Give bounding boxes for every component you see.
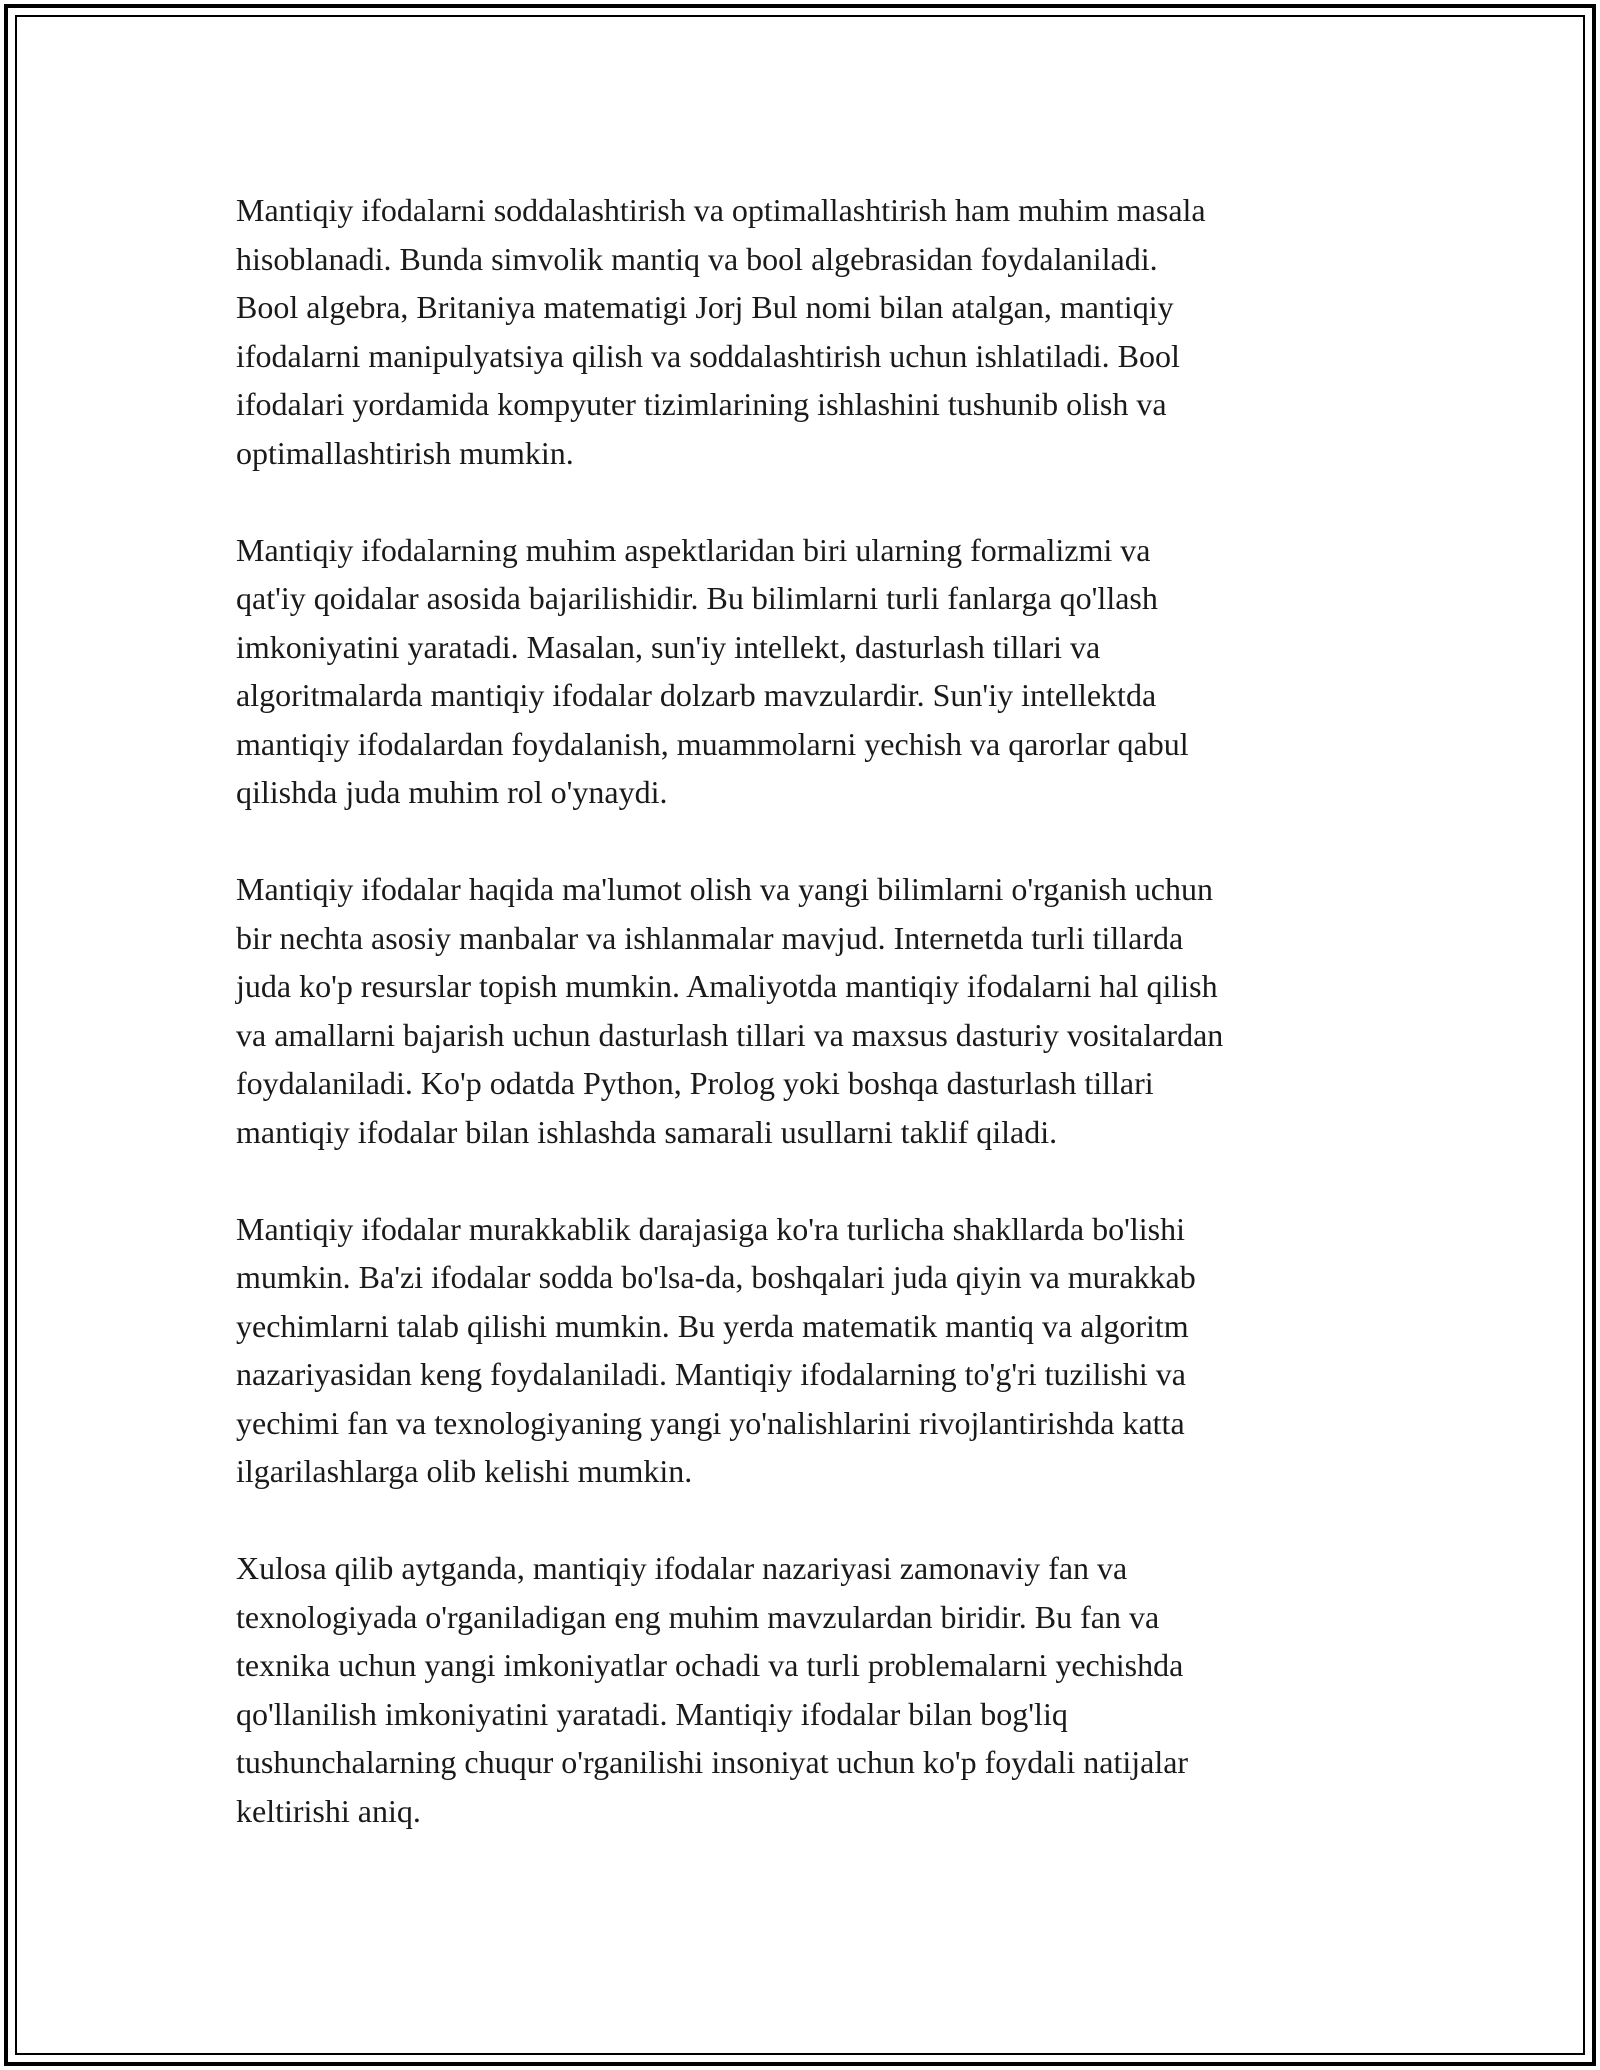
paragraph-5-line-4: qo'llanilish imkoniyatini yaratadi. Mantiqiy ifodalar bilan bog'liq bbox=[236, 1695, 1068, 1732]
paragraph-2-line-6: qilishda juda muhim rol o'ynaydi. bbox=[236, 774, 668, 810]
paragraph-1 bbox=[236, 186, 1386, 477]
paragraph-5-line-2: texnologiyada o'rganiladigan eng muhim mavzulardan biridir. Bu fan va bbox=[236, 1598, 1160, 1635]
paragraph-2-line-3: imkoniyatini yaratadi. Masalan, sun'iy intellekt, dasturlash tillari va bbox=[236, 628, 1101, 665]
paragraph-2-line-2: qat'iy qoidalar asosida bajarilishidir. Bu bilimlarni turli fanlarga qo'llash bbox=[236, 580, 1158, 616]
paragraph-4 bbox=[236, 1205, 1386, 1496]
paragraph-2-line-5: mantiqiy ifodalardan foydalanish, muammolarni yechish va qarorlar qabul bbox=[236, 725, 1189, 762]
paragraph-2 bbox=[236, 526, 1386, 817]
paragraph-3-line-5: foydalaniladi. Ko'p odatda Python, Prolog yoki boshqa dasturlash tillari bbox=[236, 1065, 1154, 1101]
paragraph-5 bbox=[236, 1544, 1386, 1835]
paragraph-3-line-4: va amallarni bajarish uchun dasturlash tillari va maxsus dasturiy vositalardan bbox=[236, 1016, 1224, 1053]
paragraph-1-line-3: Bool algebra, Britaniya matematigi Jorj Bul nomi bilan atalgan, mantiqiy bbox=[236, 289, 1174, 325]
paragraph-4-line-5: yechimi fan va texnologiyaning yangi yo'nalishlarini rivojlantirishda katta bbox=[236, 1404, 1185, 1441]
paragraph-4-line-4: nazariyasidan keng foydalaniladi. Mantiqiy ifodalarning to'g'ri tuzilishi va bbox=[236, 1356, 1186, 1392]
paragraph-5-line-5: tushunchalarning chuqur o'rganilishi insoniyat uchun ko'p foydali natijalar bbox=[236, 1744, 1189, 1780]
paragraph-1-line-5: ifodalari yordamida kompyuter tizimlarining ishlashini tushunib olish va bbox=[236, 386, 1167, 422]
paragraph-3 bbox=[236, 865, 1386, 1156]
paragraph-3-line-6: mantiqiy ifodalar bilan ishlashda samarali usullarni taklif qiladi. bbox=[236, 1113, 1058, 1150]
paragraph-1-line-2: hisoblanadi. Bunda simvolik mantiq va bool algebrasidan foydalaniladi. bbox=[236, 240, 1158, 277]
paragraph-1-line-1: Mantiqiy ifodalarni soddalashtirish va optimallashtirish ham muhim masala bbox=[236, 192, 1206, 228]
paragraph-2-line-1: Mantiqiy ifodalarning muhim aspektlaridan biri ularning formalizmi va bbox=[236, 531, 1151, 568]
paragraph-4-line-2: mumkin. Ba'zi ifodalar sodda bo'lsa-da, boshqalari juda qiyin va murakkab bbox=[236, 1259, 1196, 1295]
paragraph-4-line-1: Mantiqiy ifodalar murakkablik darajasiga ko'ra turlicha shakllarda bo'lishi bbox=[236, 1210, 1186, 1247]
paragraph-3-line-2: bir nechta asosiy manbalar va ishlanmalar mavjud. Internetda turli tillarda bbox=[236, 919, 1184, 956]
paragraph-3-line-3: juda ko'p resurslar topish mumkin. Amaliyotda mantiqiy ifodalarni hal qilish bbox=[236, 968, 1218, 1004]
paragraph-2-line-4: algoritmalarda mantiqiy ifodalar dolzarb mavzulardir. Sun'iy intellektda bbox=[236, 677, 1157, 713]
paragraph-4-line-6: ilgarilashlarga olib kelishi mumkin. bbox=[236, 1453, 693, 1489]
paragraph-1-line-4: ifodalarni manipulyatsiya qilish va soddalashtirish uchun ishlatiladi. Bool bbox=[236, 337, 1180, 374]
paragraph-3-line-1: Mantiqiy ifodalar haqida ma'lumot olish va yangi bilimlarni o'rganish uchun bbox=[236, 871, 1213, 907]
document-body bbox=[236, 186, 1386, 1884]
paragraph-5-line-3: texnika uchun yangi imkoniyatlar ochadi va turli problemalarni yechishda bbox=[236, 1647, 1184, 1683]
paragraph-4-line-3: yechimlarni talab qilishi mumkin. Bu yerda matematik mantiq va algoritm bbox=[236, 1307, 1189, 1344]
paragraph-5-line-1: Xulosa qilib aytganda, mantiqiy ifodalar nazariyasi zamonaviy fan va bbox=[236, 1550, 1128, 1586]
paragraph-5-line-6: keltirishi aniq. bbox=[236, 1792, 421, 1829]
paragraph-1-line-6: optimallashtirish mumkin. bbox=[236, 434, 574, 471]
